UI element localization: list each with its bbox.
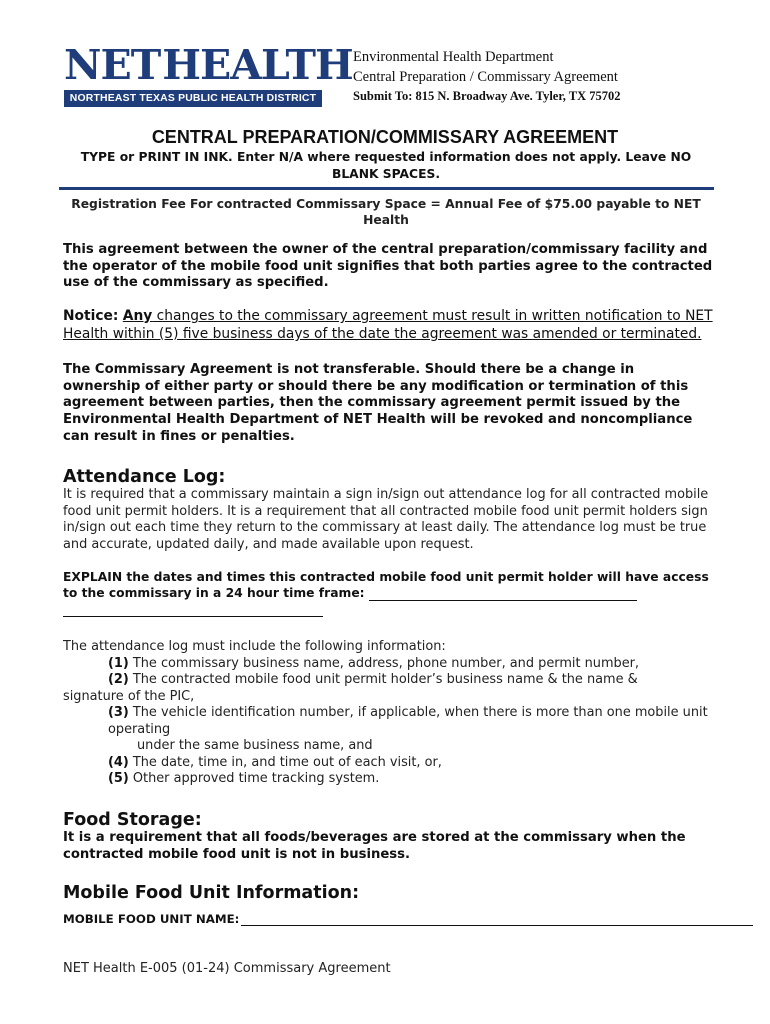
mobile-unit-name-label: MOBILE FOOD UNIT NAME: xyxy=(63,912,240,926)
list-item: (2) The contracted mobile food unit permit holder’s business name & the name & xyxy=(108,672,638,687)
food-storage-heading: Food Storage: xyxy=(63,810,202,830)
logo-text-health: HEALTH xyxy=(162,41,353,89)
net-health-logo xyxy=(64,41,353,107)
notice-label: Notice: xyxy=(63,308,119,324)
department-block xyxy=(353,48,621,107)
list-item-continuation: signature of the PIC, xyxy=(63,688,195,704)
transfer-paragraph: The Commissary Agreement is not transferable. Should there be a change in ownership of either party or should there be any modification or termination of this agreement between parties, then the commissary agreement permit issued by the Environmental Health Department of NET Health will be revoked and noncompliance can result in fines or penalties. xyxy=(63,362,693,444)
registration-fee: Registration Fee For contracted Commissary Space = Annual Fee of $75.00 payable to NET Health xyxy=(71,197,701,227)
mobile-unit-name-field xyxy=(63,912,753,926)
divider xyxy=(59,187,714,190)
department-name: Environmental Health Department xyxy=(353,49,554,65)
attendance-text: It is required that a commissary maintain a sign in/sign out attendance log for all contracted mobile food unit permit holders. It is a requirement that all contracted mobile food unit permit holders sign in/sign out each time they return to the commissary at least daily. The attendance log must be true and accurate, updated daily, and made available upon request. xyxy=(63,487,709,552)
notice-text: changes to the commissary agreement must result in written notification to NET Health within (5) five business days of the date the agreement was amended or terminated. xyxy=(63,308,713,342)
log-intro: The attendance log must include the following information: xyxy=(63,639,446,654)
explain-field xyxy=(63,570,713,617)
instructions: TYPE or PRINT IN INK. Enter N/A where requested information does not apply. Leave NO BLANK SPACES. xyxy=(80,150,692,181)
mobile-unit-name-input[interactable] xyxy=(241,913,753,926)
explain-label: EXPLAIN the dates and times this contracted mobile food unit permit holder will have access to the commissary in a 24 hour time frame: xyxy=(63,570,709,600)
form-name: Central Preparation / Commissary Agreement xyxy=(353,68,618,85)
agreement-intro: This agreement between the owner of the central preparation/commissary facility and the operator of the mobile food unit signifies that both parties agree to the contracted use of the commissary as specified. xyxy=(63,242,713,291)
list-item: (3) The vehicle identification number, if applicable, when there is more than one mobile unit operating xyxy=(108,705,708,737)
mobile-unit-heading: Mobile Food Unit Information: xyxy=(63,883,360,903)
food-storage-text: It is a requirement that all foods/beverages are stored at the commissary when the contracted mobile food unit is not in business. xyxy=(63,830,686,862)
explain-input-line-1[interactable] xyxy=(369,600,637,601)
list-item: (5) Other approved time tracking system. xyxy=(108,771,380,786)
list-item: (1) The commissary business name, address, phone number, and permit number, xyxy=(108,655,640,671)
attendance-heading: Attendance Log: xyxy=(63,467,226,487)
notice-paragraph xyxy=(63,307,713,343)
page-title: CENTRAL PREPARATION/COMMISSARY AGREEMENT xyxy=(151,127,619,147)
logo-district-bar: NORTHEAST TEXAS PUBLIC HEALTH DISTRICT xyxy=(64,90,322,107)
form-footer: NET Health E-005 (01-24) Commissary Agreement xyxy=(63,961,391,976)
notice-any: Any xyxy=(122,308,153,324)
attendance-log-requirements xyxy=(63,639,713,788)
logo-text-net: NET xyxy=(64,41,161,89)
submit-address: Submit To: 815 N. Broadway Ave. Tyler, TX 75702 xyxy=(353,89,621,103)
list-item: (4) The date, time in, and time out of each visit, or, xyxy=(108,754,442,770)
explain-input-line-2[interactable] xyxy=(63,616,323,617)
list-item-continuation: under the same business name, and xyxy=(137,738,373,753)
